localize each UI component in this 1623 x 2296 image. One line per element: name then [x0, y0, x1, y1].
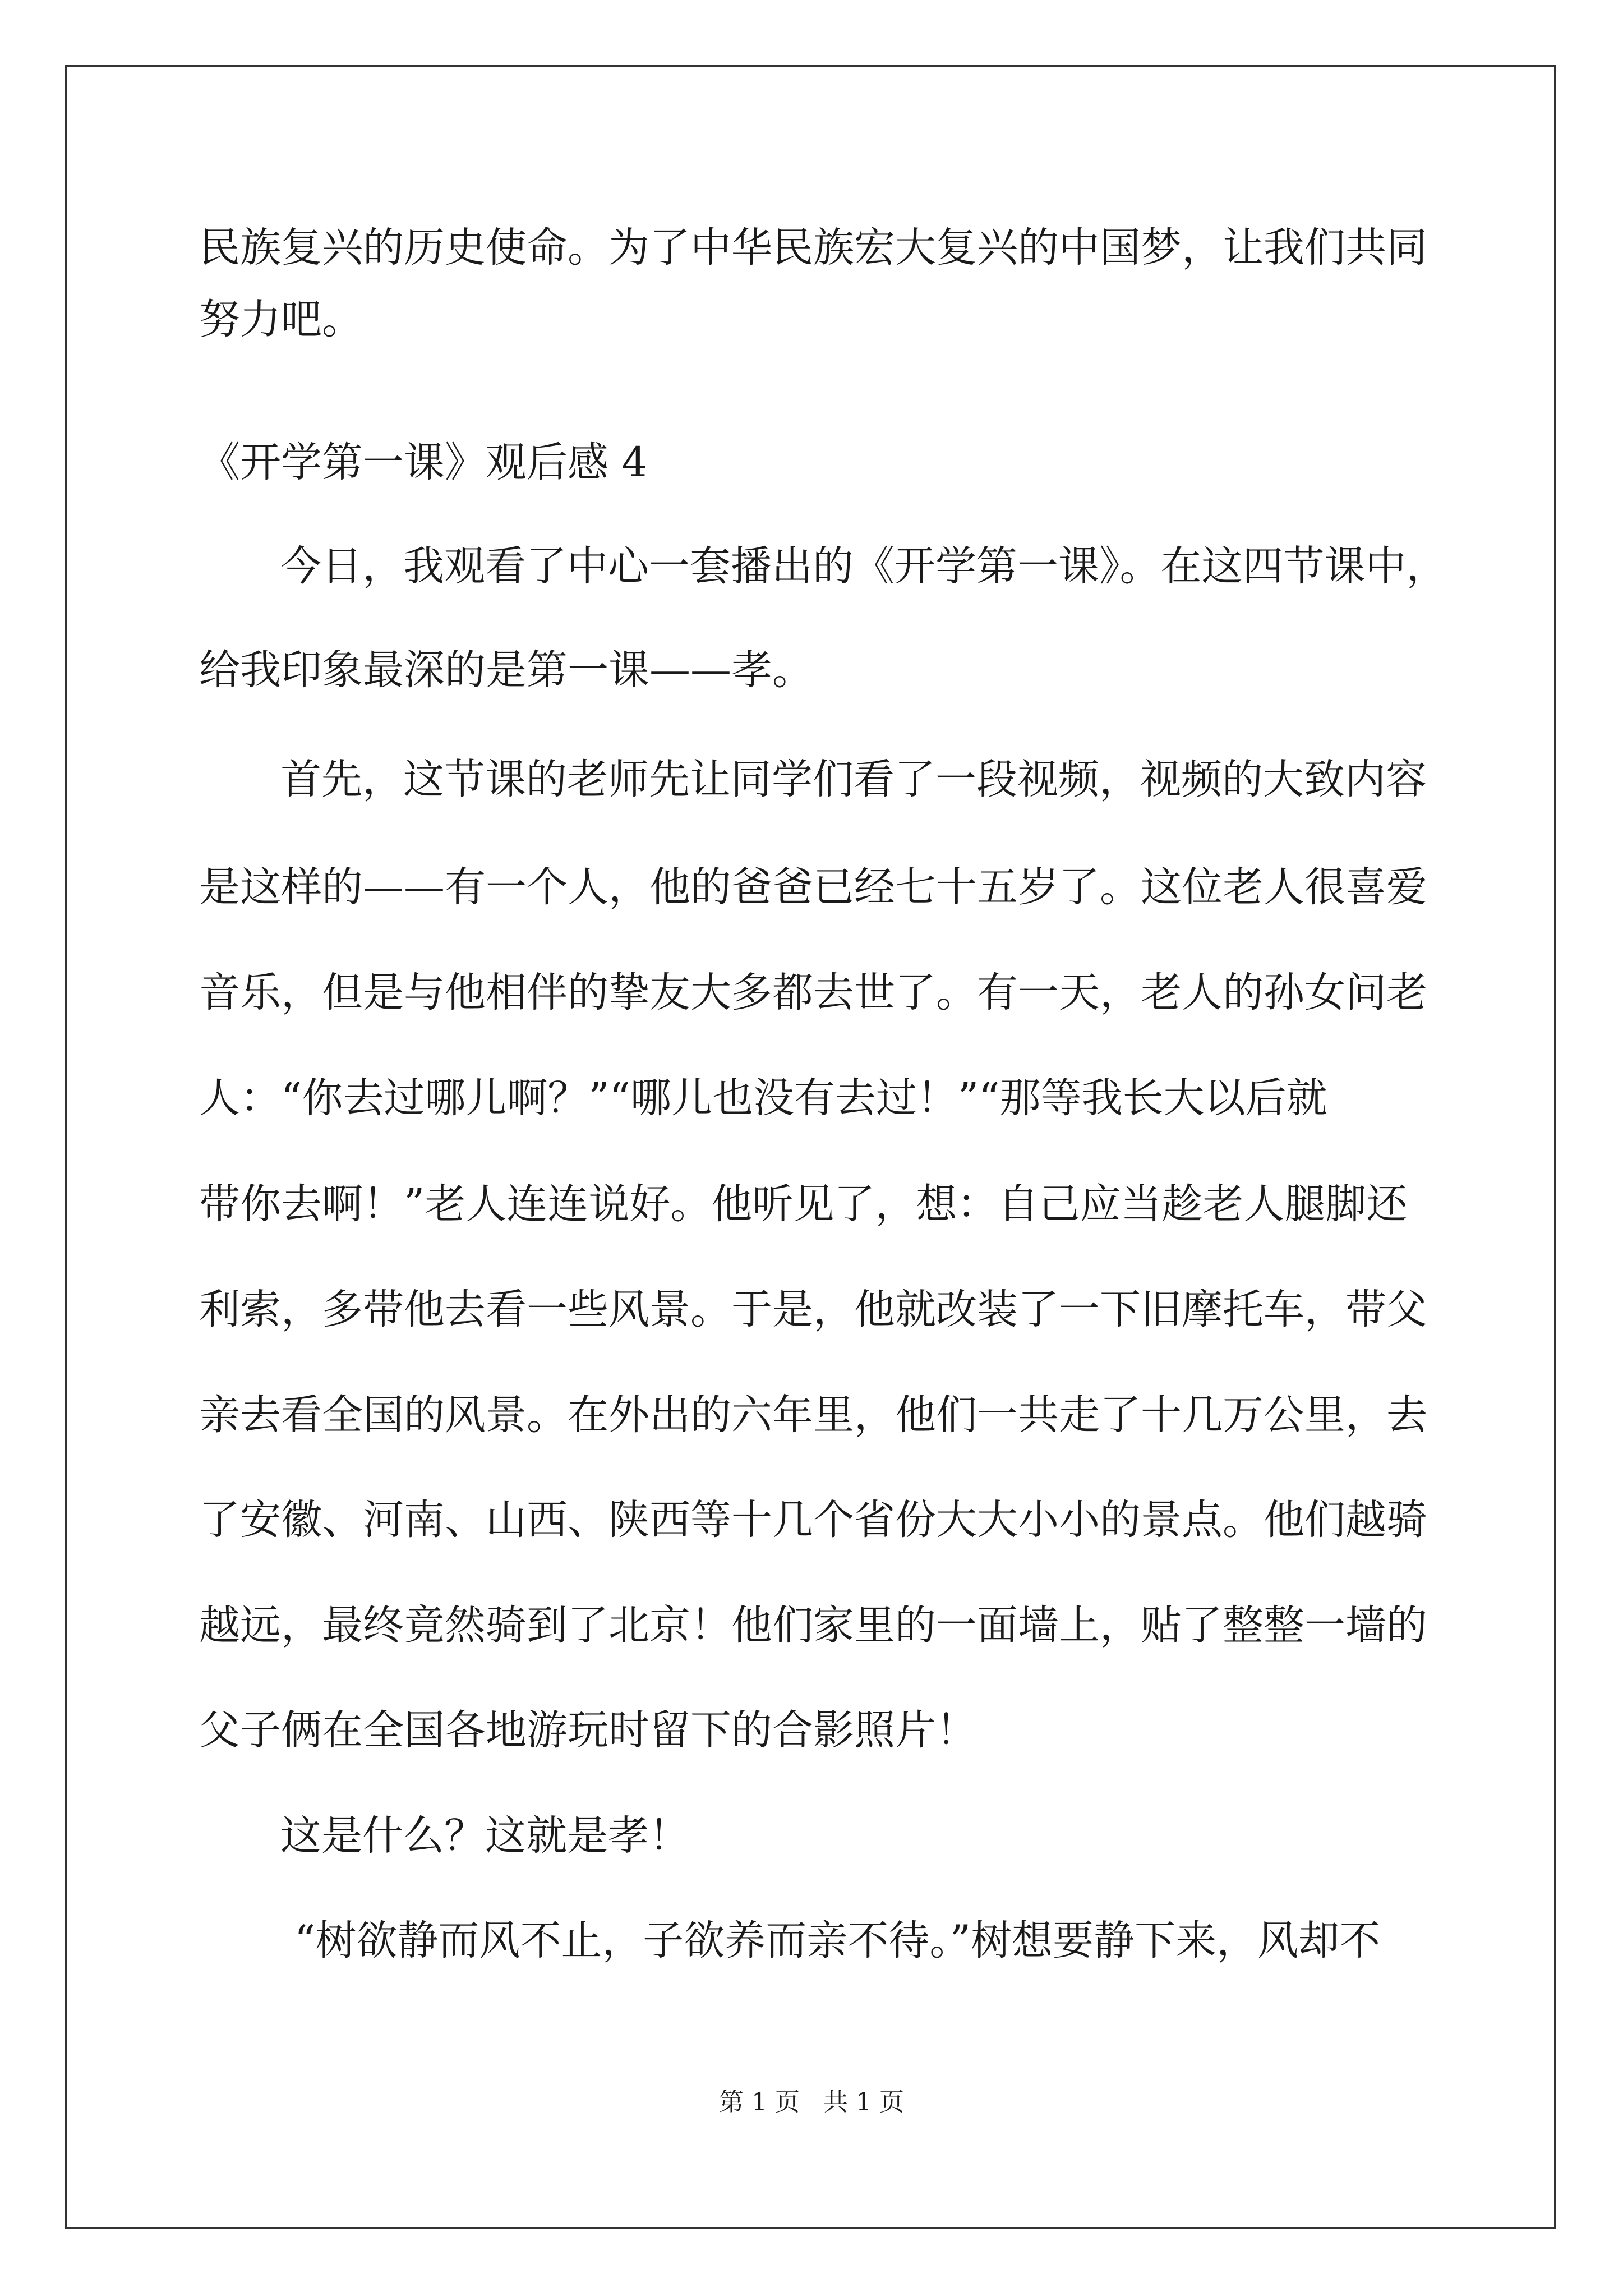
body-line: 是这样的——有一个人，他的爸爸已经七十五岁了。这位老人很喜爱 [199, 863, 1427, 911]
body-line: 亲去看全国的风景。在外出的六年里，他们一共走了十几万公里，去 [199, 1391, 1427, 1439]
page-border [65, 65, 1556, 2229]
body-line: 了安徽、河南、山西、陕西等十几个省份大大小小的景点。他们越骑 [199, 1496, 1427, 1544]
body-line: 音乐，但是与他相伴的挚友大多都去世了。有一天，老人的孙女问老 [199, 969, 1427, 1016]
body-line: 利索，多带他去看一些风景。于是，他就改装了一下旧摩托车，带父 [199, 1286, 1427, 1333]
body-line: 父子俩在全国各地游玩时留下的合影照片！ [199, 1706, 977, 1754]
body-line: 首先，这节课的老师先让同学们看了一段视频，视频的大致内容 [280, 756, 1427, 803]
body-line: 人：“你去过哪儿啊？”“哪儿也没有去过！”“那等我长大以后就 [199, 1074, 1327, 1122]
page-number-footer: 第 1 页 共 1 页 [719, 2088, 904, 2116]
body-line: 这是什么？这就是孝！ [280, 1812, 690, 1860]
body-line: 给我印象最深的是第一课——孝。 [199, 646, 813, 694]
body-line: 努力吧。 [199, 296, 363, 343]
section-title: 《开学第一课》观后感 4 [199, 439, 648, 486]
body-line: 带你去啊！”老人连连说好。他听见了，想：自己应当趁老人腿脚还 [199, 1180, 1408, 1228]
body-line: “树欲静而风不止，子欲养而亲不待。”树想要静下来，风却不 [294, 1917, 1381, 1964]
body-line: 民族复兴的历史使命。为了中华民族宏大复兴的中国梦，让我们共同 [199, 224, 1427, 272]
body-line: 今日，我观看了中心一套播出的《开学第一课》。在这四节课中， [280, 542, 1447, 590]
body-line: 越远，最终竟然骑到了北京！他们家里的一面墙上，贴了整整一墙的 [199, 1602, 1427, 1649]
